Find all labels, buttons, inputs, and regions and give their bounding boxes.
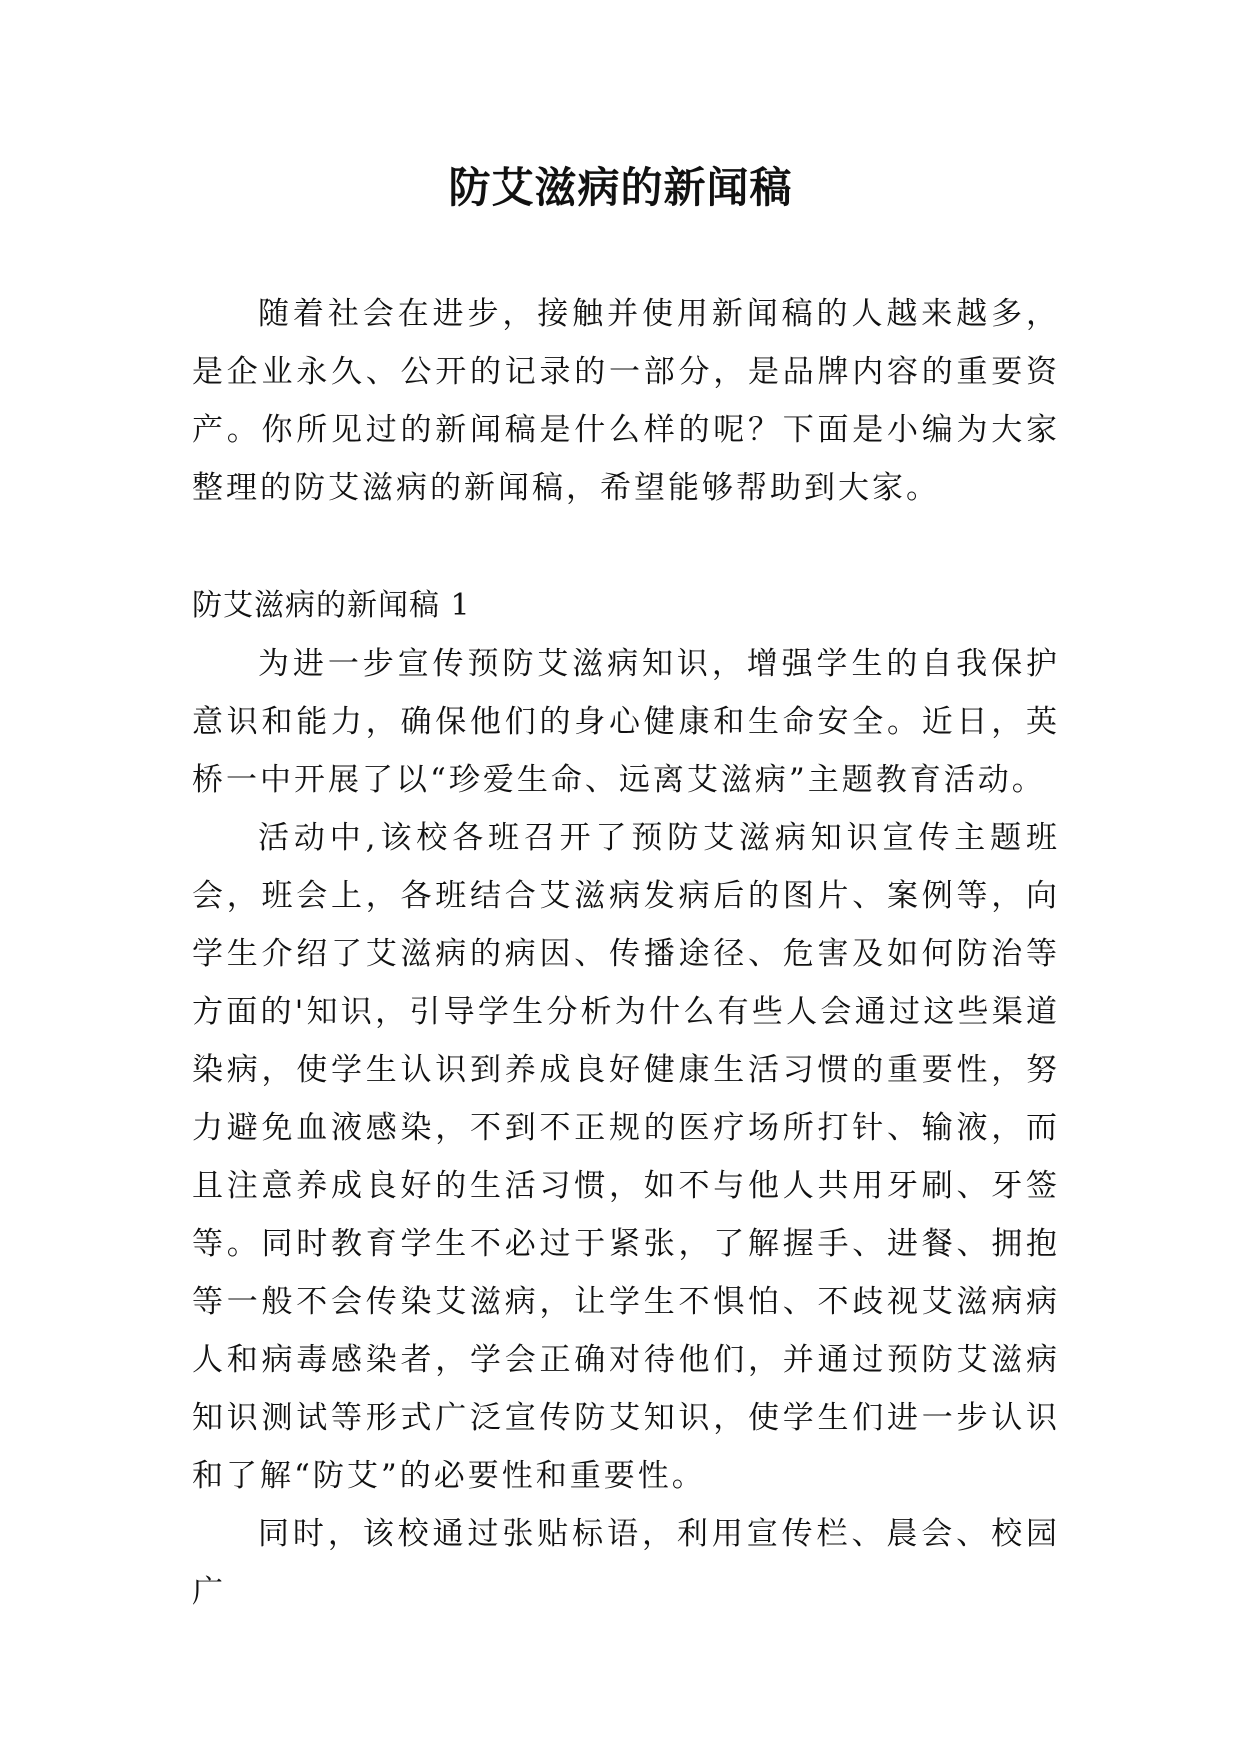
section-heading: 防艾滋病的新闻稿 1 <box>192 588 471 623</box>
body-paragraph-2: 活动中,该校各班召开了预防艾滋病知识宣传主题班会，班会上，各班结合艾滋病发病后的图片、案例等，向学生介绍了艾滋病的病因、传播途径、危害及如何防治等方面的'知识，引导学生分析为什么有些人会通过这些渠道染病，使学生认识到养成良好健康生活习惯的重要性，努力避免血液感染，不到不正规的医疗场所打针、输液，而且注意养成良好的生活习惯，如不与他人共用牙刷、牙签等。同时教育学生不必过于紧张，了解握手、进餐、拥抱等一般不会传染艾滋病，让学生不惧怕、不歧视艾滋病病人和病毒感染者，学会正确对待他们，并通过预防艾滋病知识测试等形式广泛宣传防艾知识，使学生们进一步认识和了解“防艾”的必要性和重要性。 <box>192 820 1060 1494</box>
body-paragraph-1: 为进一步宣传预防艾滋病知识，增强学生的自我保护意识和能力，确保他们的身心健康和生命安全。近日，英桥一中开展了以“珍爱生命、远离艾滋病”主题教育活动。 <box>192 646 1060 798</box>
intro-paragraph: 随着社会在进步，接触并使用新闻稿的人越来越多，是企业永久、公开的记录的一部分，是品牌内容的重要资产。你所见过的新闻稿是什么样的呢？下面是小编为大家整理的防艾滋病的新闻稿，希望能够帮助到大家。 <box>192 296 1060 506</box>
document-body <box>192 285 1060 1621</box>
body-paragraph-3: 同时，该校通过张贴标语，利用宣传栏、晨会、校园广 <box>192 1516 1060 1610</box>
document-title: 防艾滋病的新闻稿 <box>448 163 793 212</box>
